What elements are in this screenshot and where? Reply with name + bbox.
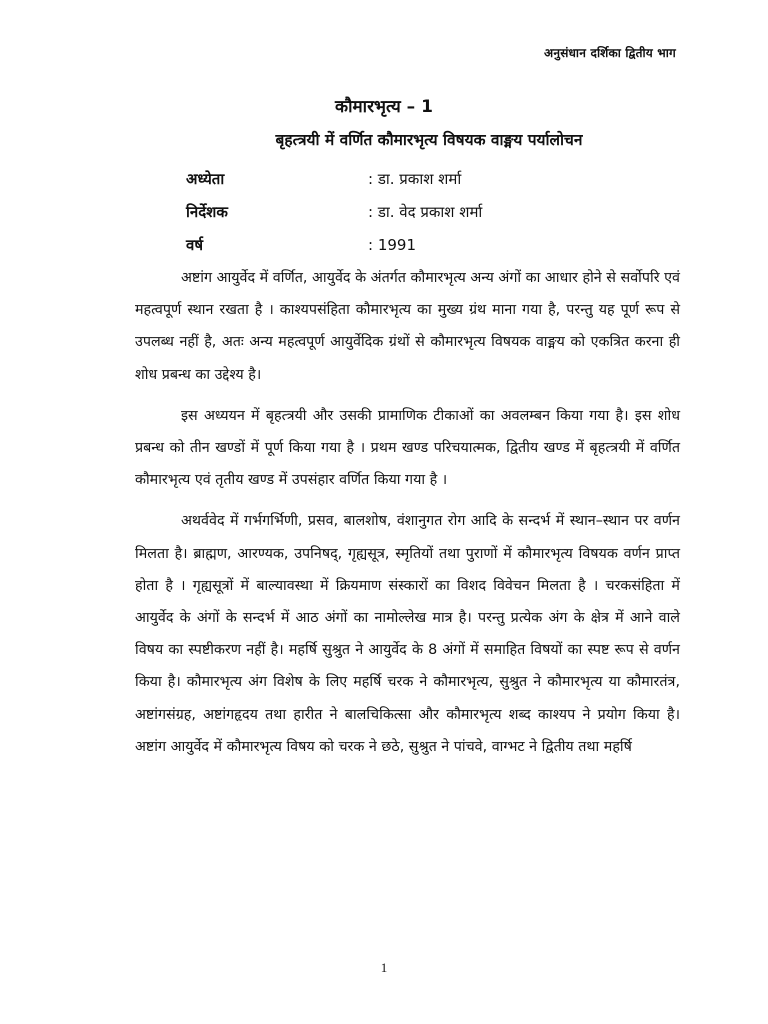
meta-row-researcher xyxy=(186,162,606,195)
meta-value: : डा. वेद प्रकाश शर्मा xyxy=(368,202,483,221)
body-text xyxy=(135,262,680,772)
meta-row-supervisor xyxy=(186,195,606,228)
running-header: अनुसंधान दर्शिका द्वितीय भाग xyxy=(543,46,676,60)
meta-value: : डा. प्रकाश शर्मा xyxy=(368,169,462,188)
meta-label: निर्देशक xyxy=(186,202,228,221)
meta-value: : 1991 xyxy=(368,235,416,254)
metadata-block xyxy=(186,162,606,261)
meta-label: वर्ष xyxy=(186,235,204,254)
chapter-subtitle: बृहत्त्रयी में वर्णित कौमारभृत्य विषयक वाङ्मय पर्यालोचन xyxy=(275,131,583,149)
meta-row-year xyxy=(186,228,606,261)
page-number: 1 xyxy=(380,960,388,975)
paragraph: अथर्ववेद में गर्भगर्भिणी, प्रसव, बालशोष, वंशानुगत रोग आदि के सन्दर्भ में स्थान–स्थान पर वर्णन मिलता है। ब्राह्मण, आरण्यक, उपनिषद्, गृह्यसूत्र, स्मृतियों तथा पुराणों में कौमारभृत्य विषयक वर्णन प्राप्त होता है । गृह्यसूत्रों में बाल्यावस्था में क्रियमाण संस्कारों का विशद विवेचन मिलता है । चरकसंहिता में आयुर्वेद के अंगों के सन्दर्भ में आठ अंगों का नामोल्लेख मात्र है। परन्तु प्रत्येक अंग के क्षेत्र में आने वाले विषय का स्पष्टीकरण नहीं है। महर्षि सुश्रुत ने आयुर्वेद के 8 अंगों में समाहित विषयों का स्पष्ट रूप से वर्णन किया है। कौमारभृत्य अंग विशेष के लिए महर्षि चरक ने कौमारभृत्य, सुश्रुत ने कौमारभृत्य या कौमारतंत्र, अष्टांगसंग्रह, अष्टांगहृदय तथा हारीत ने बालचिकित्सा और कौमारभृत्य शब्द काश्यप ने प्रयोग किया है। अष्टांग आयुर्वेद में कौमारभृत्य विषय को चरक ने छठे, सुश्रुत ने पांचवे, वाग्भट ने द्वितीय तथा महर्षि xyxy=(135,513,680,755)
paragraph: इस अध्ययन में बृहत्त्रयी और उसकी प्रामाणिक टीकाओं का अवलम्बन किया गया है। इस शोध प्रबन्ध को तीन खण्डों में पूर्ण किया गया है । प्रथम खण्ड परिचयात्मक, द्वितीय खण्ड में बृहत्त्रयी में वर्णित कौमारभृत्य एवं तृतीय खण्ड में उपसंहार वर्णित किया गया है । xyxy=(135,407,680,489)
paragraph: अष्टांग आयुर्वेद में वर्णित, आयुर्वेद के अंतर्गत कौमारभृत्य अन्य अंगों का आधार होने से सर्वोपरि एवं महत्वपूर्ण स्थान रखता है । काश्यपसंहिता कौमारभृत्य का मुख्य ग्रंथ माना गया है, परन्तु यह पूर्ण रूप से उपलब्ध नहीं है, अतः अन्य महत्वपूर्ण आयुर्वेदिक ग्रंथों से कौमारभृत्य विषयक वाङ्मय को एकत्रित करना ही शोध प्रबन्ध का उद्देश्य है। xyxy=(135,270,680,383)
meta-label: अध्येता xyxy=(186,169,225,188)
chapter-title: कौमारभृत्य – 1 xyxy=(335,97,433,117)
